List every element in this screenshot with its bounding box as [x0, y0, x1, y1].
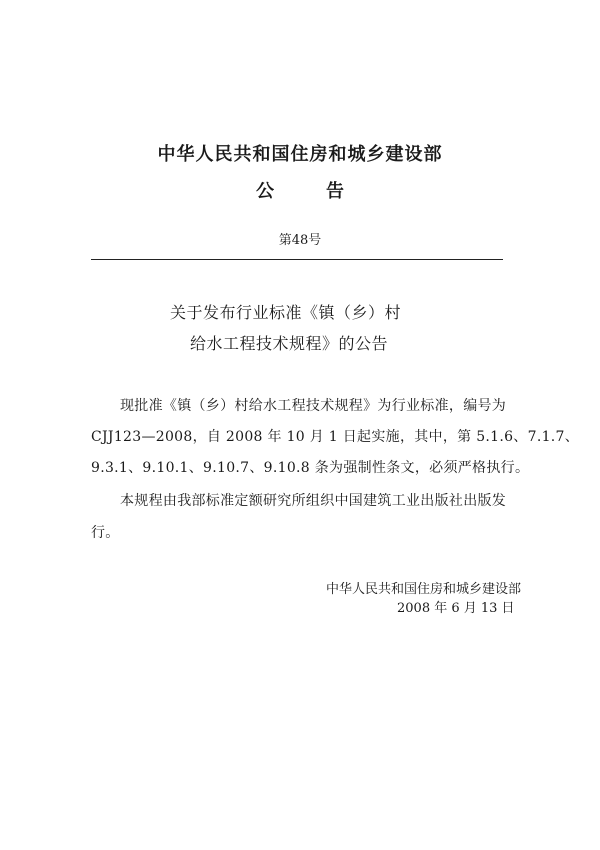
- document-number: 第48号: [278, 233, 322, 248]
- signature-date: 2008 年 6 月 13 日: [397, 601, 515, 616]
- body-text-line: 本规程由我部标准定额研究所组织中国建筑工业出版社出版发: [120, 493, 507, 509]
- announcement-heading: 公告: [256, 181, 396, 202]
- subject-line-2: 给水工程技术规程》的公告: [190, 334, 389, 353]
- signature-issuer: 中华人民共和国住房和城乡建设部: [326, 582, 522, 597]
- body-text-line: CJJ123—2008，自 2008 年 10 月 1 日起实施，其中，第 5.1.6、7.1.7、: [91, 429, 580, 445]
- body-text-line: 现批准《镇（乡）村给水工程技术规程》为行业标准，编号为: [120, 398, 507, 414]
- body-text-line: 9.3.1、9.10.1、9.10.7、9.10.8 条为强制性条文，必须严格执行。: [91, 460, 530, 476]
- issuing-ministry-title: 中华人民共和国住房和城乡建设部: [157, 144, 443, 165]
- header-divider: [91, 259, 503, 260]
- subject-line-1: 关于发布行业标准《镇（乡）村: [170, 303, 402, 322]
- body-text-line: 行。: [91, 525, 120, 541]
